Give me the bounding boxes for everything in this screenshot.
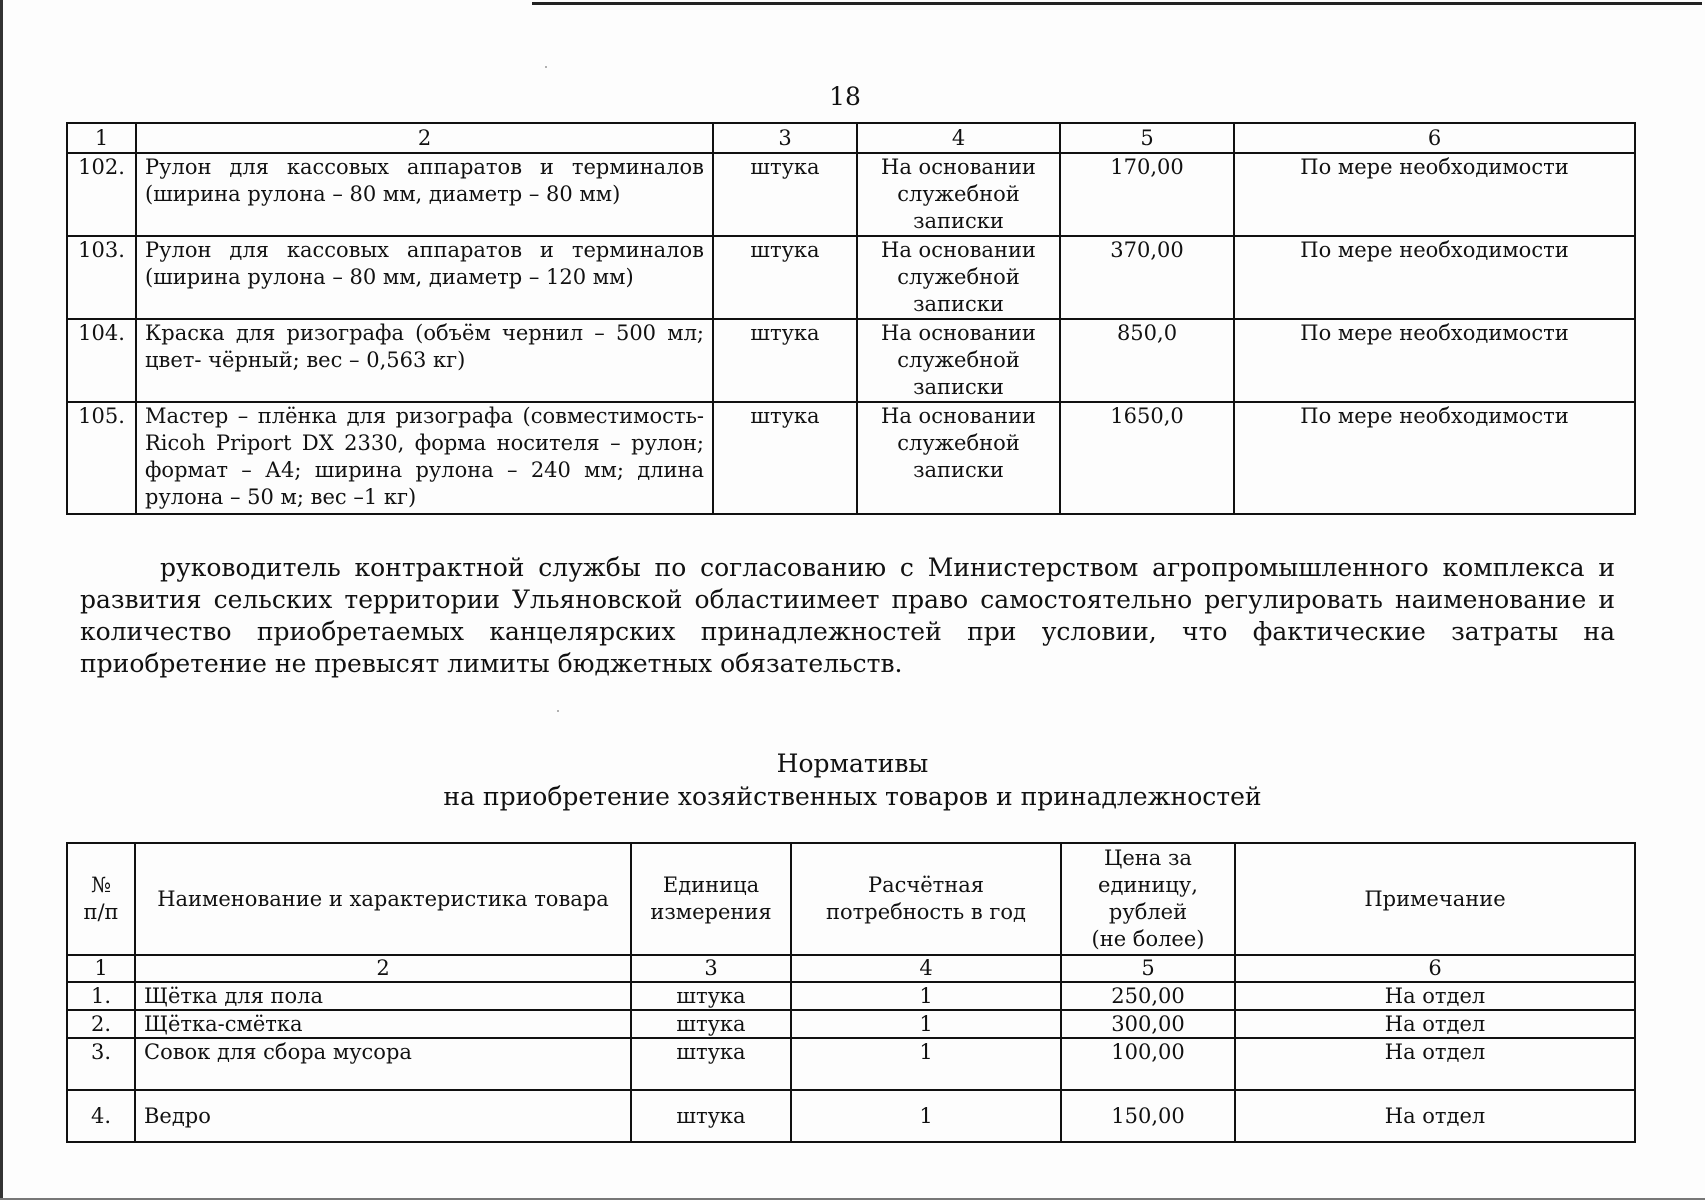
household-goods-table xyxy=(66,842,1636,1143)
item-price: 850,0 xyxy=(1060,319,1234,402)
item-name: Ведро xyxy=(135,1090,631,1142)
scan-edge-left xyxy=(0,0,3,1200)
item-note: По мере необходимости xyxy=(1234,402,1635,514)
item-note: На отдел xyxy=(1235,982,1635,1010)
item-basis: На основании служебной записки xyxy=(857,236,1060,319)
table-row xyxy=(67,402,1635,514)
col-number: 1 xyxy=(67,955,135,982)
item-name: Рулон для кассовых аппаратов и терминалов (ширина рулона – 80 мм, диаметр – 120 мм) xyxy=(136,236,713,319)
col-number: 1 xyxy=(67,123,136,153)
header-note: Примечание xyxy=(1235,843,1635,955)
item-name: Рулон для кассовых аппаратов и терминалов (ширина рулона – 80 мм, диаметр – 80 мм) xyxy=(136,153,713,236)
item-price: 1650,0 xyxy=(1060,402,1234,514)
item-price: 250,00 xyxy=(1061,982,1235,1010)
item-unit: штука xyxy=(631,982,791,1010)
row-number: 105. xyxy=(67,402,136,514)
row-number: 103. xyxy=(67,236,136,319)
table-row xyxy=(67,1090,1635,1142)
item-unit: штука xyxy=(713,236,857,319)
item-unit: штука xyxy=(713,319,857,402)
item-unit: штука xyxy=(631,1038,791,1090)
body-paragraph: руководитель контрактной службы по согласованию с Министерством агропромышленного комплекса и развития сельских территории Ульяновской областиимеет право самостоятельно регулировать наименование и количество приобретаемых канцелярских принадлежностей при условии, что фактические затраты на приобретение не превысят лимиты бюджетных обязательств. xyxy=(80,553,1615,678)
item-name: Щётка для пола xyxy=(135,982,631,1010)
row-number: 1. xyxy=(67,982,135,1010)
item-basis: На основании служебной записки xyxy=(857,153,1060,236)
col-number: 5 xyxy=(1060,123,1234,153)
item-price: 100,00 xyxy=(1061,1038,1235,1090)
item-unit: штука xyxy=(713,153,857,236)
supplies-table-continued xyxy=(66,122,1636,515)
section-title: Нормативы xyxy=(776,749,929,778)
row-number: 4. xyxy=(67,1090,135,1142)
col-number: 2 xyxy=(135,955,631,982)
col-number: 4 xyxy=(857,123,1060,153)
scan-speck xyxy=(545,66,547,68)
table-row xyxy=(67,153,1635,236)
item-note: На отдел xyxy=(1235,1010,1635,1038)
header-price: Цена за единицу, рублей (не более) xyxy=(1061,843,1235,955)
header-num: № п/п xyxy=(67,843,135,955)
item-note: По мере необходимости xyxy=(1234,236,1635,319)
page-number: 18 xyxy=(829,82,861,111)
section-subtitle: на приобретение хозяйственных товаров и принадлежностей xyxy=(443,782,1262,811)
column-number-row xyxy=(67,955,1635,982)
item-price: 170,00 xyxy=(1060,153,1234,236)
table-row xyxy=(67,319,1635,402)
item-price: 300,00 xyxy=(1061,1010,1235,1038)
table-row xyxy=(67,982,1635,1010)
item-basis: На основании служебной записки xyxy=(857,402,1060,514)
item-unit: штука xyxy=(713,402,857,514)
table-row xyxy=(67,236,1635,319)
item-price: 370,00 xyxy=(1060,236,1234,319)
row-number: 3. xyxy=(67,1038,135,1090)
item-price: 150,00 xyxy=(1061,1090,1235,1142)
item-note: На отдел xyxy=(1235,1038,1635,1090)
table-row xyxy=(67,1010,1635,1038)
col-number: 5 xyxy=(1061,955,1235,982)
item-note: На отдел xyxy=(1235,1090,1635,1142)
header-need: Расчётная потребность в год xyxy=(791,843,1061,955)
scan-speck xyxy=(557,710,559,712)
scan-edge-top xyxy=(532,2,1702,5)
item-note: По мере необходимости xyxy=(1234,319,1635,402)
row-number: 2. xyxy=(67,1010,135,1038)
item-note: По мере необходимости xyxy=(1234,153,1635,236)
col-number: 4 xyxy=(791,955,1061,982)
row-number: 102. xyxy=(67,153,136,236)
item-need: 1 xyxy=(791,1010,1061,1038)
header-name: Наименование и характеристика товара xyxy=(135,843,631,955)
col-number: 6 xyxy=(1235,955,1635,982)
column-number-row xyxy=(67,123,1635,153)
item-basis: На основании служебной записки xyxy=(857,319,1060,402)
item-name: Краска для ризографа (объём чернил – 500 мл; цвет- чёрный; вес – 0,563 кг) xyxy=(136,319,713,402)
table-row xyxy=(67,1038,1635,1090)
item-name: Щётка-смётка xyxy=(135,1010,631,1038)
item-need: 1 xyxy=(791,1038,1061,1090)
col-number: 3 xyxy=(713,123,857,153)
col-number: 2 xyxy=(136,123,713,153)
header-row xyxy=(67,843,1635,955)
item-name: Мастер – плёнка для ризографа (совместимость- Ricoh Priport DX 2330, форма носителя – рулон; формат – А4; ширина рулона – 240 мм; длина рулона – 50 м; вес –1 кг) xyxy=(136,402,713,514)
item-need: 1 xyxy=(791,982,1061,1010)
col-number: 3 xyxy=(631,955,791,982)
item-need: 1 xyxy=(791,1090,1061,1142)
row-number: 104. xyxy=(67,319,136,402)
item-name: Совок для сбора мусора xyxy=(135,1038,631,1090)
item-unit: штука xyxy=(631,1090,791,1142)
item-unit: штука xyxy=(631,1010,791,1038)
header-unit: Единица измерения xyxy=(631,843,791,955)
col-number: 6 xyxy=(1234,123,1635,153)
